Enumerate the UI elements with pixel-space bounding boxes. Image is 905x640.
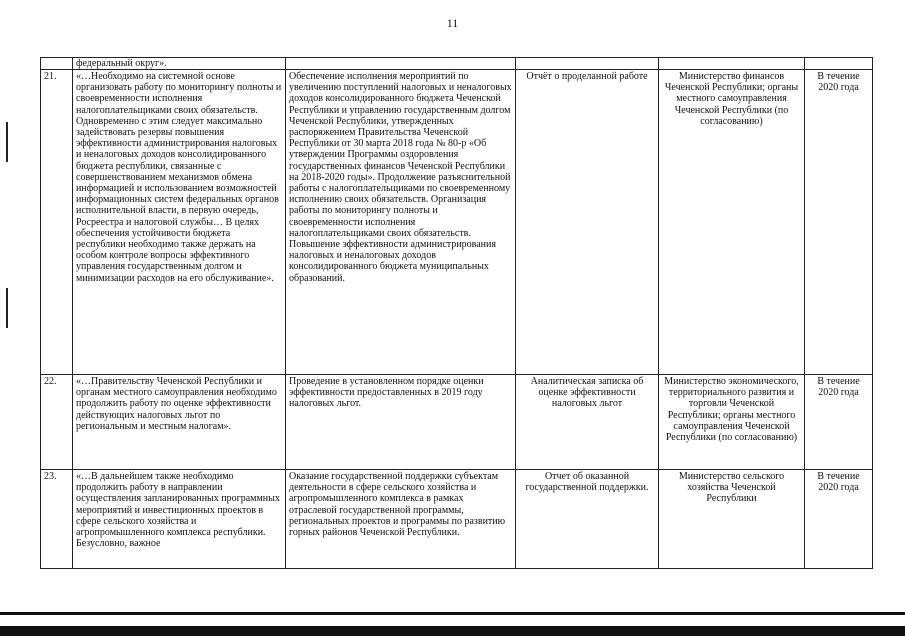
cell-quote: «…Необходимо на системной основе организовать работу по мониторингу полноты и своевременности исполнения налогоплательщиками своих обязательств. Одновременно с этим следует максимально задействовать резервы повышения эффективности администрирования налоговых и неналоговых доходов консолидированного бюджета республики, связанные с совершенствованием механизмов обмена информацией и использованием возможностей информационных систем федеральных органов исполнительной власти, в первую очередь, Росреестра и налоговой службы… В целях обеспечения устойчивости бюджета республики необходимо также держать на особом контроле вопросы эффективного управления государственным долгом и минимизации расходов на его обслуживание». bbox=[73, 70, 286, 375]
cell-responsible: Министерство сельского хозяйства Чеченской Республики bbox=[659, 470, 805, 569]
scan-edge-line-upper bbox=[0, 612, 905, 615]
cell-quote: федеральный округ». bbox=[73, 58, 286, 70]
cell-number: 22. bbox=[41, 375, 73, 470]
cell-measures bbox=[286, 58, 516, 70]
cell-responsible: Министерство экономического, территориального развития и торговли Чеченской Республики; органы местного самоуправления Чеченской Республики (по согласованию) bbox=[659, 375, 805, 470]
cell-result: Отчёт о проделанной работе bbox=[516, 70, 659, 375]
cell-number: 23. bbox=[41, 470, 73, 569]
cell-responsible: Министерство финансов Чеченской Республики; органы местного самоуправления Чеченской Республики (по согласованию) bbox=[659, 70, 805, 375]
cell-result: Аналитическая записка об оценке эффективности налоговых льгот bbox=[516, 375, 659, 470]
margin-mark-bottom bbox=[6, 288, 8, 328]
cell-number bbox=[41, 58, 73, 70]
cell-measures: Проведение в установленном порядке оценки эффективности предоставленных в 2019 году налоговых льгот. bbox=[286, 375, 516, 470]
cell-measures: Обеспечение исполнения мероприятий по увеличению поступлений налоговых и неналоговых доходов консолидированного бюджета Чеченской Республики и управлению государственным долгом Чеченской Республики, утвержденных распоряжением Правительства Чеченской Республики от 30 марта 2018 года № 80-р «Об утверждении Программы оздоровления государственных финансов Чеченской Республики на 2018-2020 годы». Продолжение разъяснительной работы с налогоплательщиками по своевременному исполнению своих обязательств. Организация работы по мониторингу полноты и своевременности исполнения налогоплательщиками своих обязательств. Повышение эффективности администрирования налоговых и неналоговых доходов консолидированного бюджета муниципальных образований. bbox=[286, 70, 516, 375]
cell-result: Отчет об оказанной государственной поддержки. bbox=[516, 470, 659, 569]
cell-quote: «…Правительству Чеченской Республики и органам местного самоуправления необходимо продолжить работу по оценке эффективности действующих налоговых льгот по региональным и местным налогам». bbox=[73, 375, 286, 470]
scan-edge-bar bbox=[0, 626, 905, 636]
table-row bbox=[41, 470, 873, 569]
table-row bbox=[41, 70, 873, 375]
cell-deadline: В течение 2020 года bbox=[805, 375, 873, 470]
margin-mark-top bbox=[6, 122, 8, 162]
cell-quote: «…В дальнейшем также необходимо продолжить работу в направлении осуществления запланированных программных мероприятий и инвестиционных проектов в сфере сельского хозяйства и агропромышленного комплекса республики. Безусловно, важное bbox=[73, 470, 286, 569]
table-row bbox=[41, 375, 873, 470]
cell-deadline: В течение 2020 года bbox=[805, 70, 873, 375]
table-row-continuation bbox=[41, 58, 873, 70]
cell-number: 21. bbox=[41, 70, 73, 375]
cell-deadline: В течение 2020 года bbox=[805, 470, 873, 569]
cell-result bbox=[516, 58, 659, 70]
cell-measures: Оказание государственной поддержки субъектам деятельности в сфере сельского хозяйства и агропромышленного комплекса в рамках отраслевой государственной программы, региональных проектов и программы по развитию горных районов Чеченской Республики. bbox=[286, 470, 516, 569]
cell-deadline bbox=[805, 58, 873, 70]
cell-responsible bbox=[659, 58, 805, 70]
plan-table bbox=[40, 57, 873, 569]
page-number: 11 bbox=[446, 16, 459, 30]
